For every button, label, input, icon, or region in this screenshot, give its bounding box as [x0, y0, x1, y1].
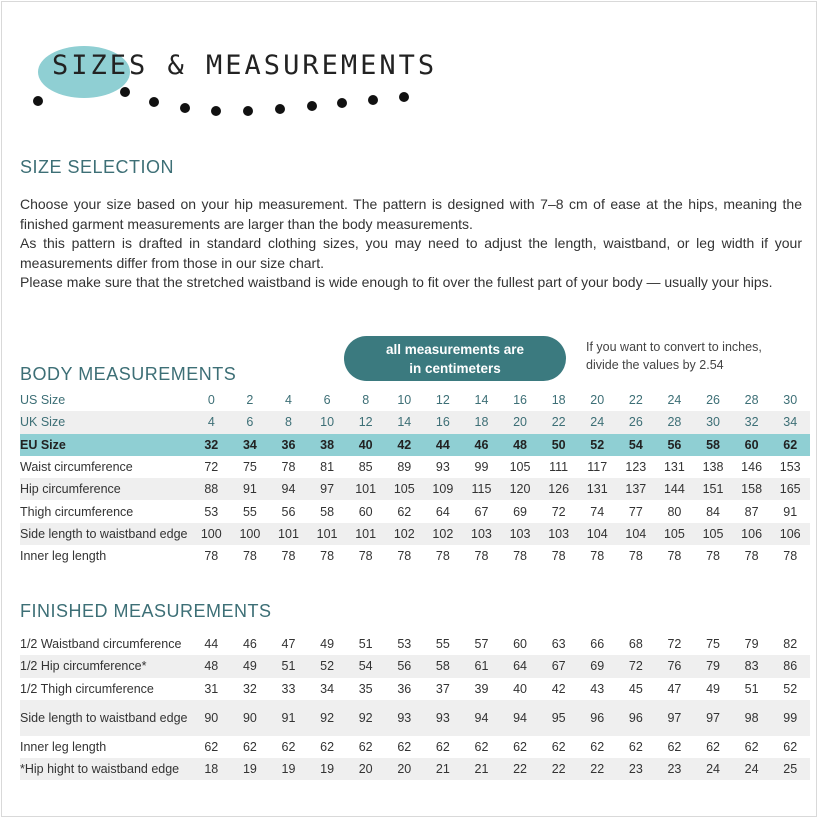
- row-label: *Hip hight to waistband edge: [20, 758, 192, 780]
- table-cell: 40: [346, 434, 385, 456]
- table-cell: 24: [694, 758, 733, 780]
- table-cell: 144: [655, 478, 694, 500]
- table-cell: 51: [744, 681, 759, 696]
- title-area: [30, 40, 460, 120]
- table-cell: 99: [771, 700, 810, 736]
- table-cell: 54: [617, 434, 656, 456]
- table-cell: 131: [578, 478, 617, 500]
- table-cell: 48: [192, 655, 231, 677]
- table-cell: 34: [231, 434, 270, 456]
- table-cell: 94: [501, 700, 540, 736]
- table-cell: 35: [358, 681, 373, 696]
- table-cell: 78: [744, 549, 759, 564]
- table-cell: 60: [732, 434, 771, 456]
- table-cell: 46: [462, 434, 501, 456]
- units-note-pill: [344, 336, 566, 381]
- table-cell: 78: [474, 549, 489, 564]
- intro-paragraph: Please make sure that the stretched waistband is wide enough to fit over the fullest part of your body — usually your hips.: [20, 274, 773, 290]
- table-cell: 58: [424, 655, 463, 677]
- table-cell: 92: [346, 700, 385, 736]
- table-cell: 20: [385, 758, 424, 780]
- table-cell: 62: [242, 740, 257, 755]
- table-cell: 2: [246, 393, 254, 408]
- table-cell: 44: [204, 637, 219, 652]
- table-cell: 62: [474, 740, 489, 755]
- table-cell: 96: [578, 700, 617, 736]
- table-cell: 99: [474, 460, 489, 475]
- table-cell: 62: [667, 740, 682, 755]
- table-cell: 95: [539, 700, 578, 736]
- table-cell: 52: [578, 434, 617, 456]
- table-cell: 78: [281, 460, 296, 475]
- body-measurements-heading: BODY MEASUREMENTS: [20, 364, 237, 384]
- table-cell: 19: [231, 758, 270, 780]
- table-cell: 102: [424, 523, 463, 545]
- table-cell: 62: [513, 740, 527, 755]
- table-cell: 100: [192, 523, 231, 545]
- table-cell: 12: [435, 393, 450, 408]
- table-cell: 103: [462, 523, 501, 545]
- table-cell: 24: [667, 393, 682, 408]
- table-cell: 23: [617, 758, 656, 780]
- table-cell: 22: [578, 758, 617, 780]
- table-cell: 96: [617, 700, 656, 736]
- table-cell: 115: [462, 478, 501, 500]
- table-cell: 20: [590, 393, 605, 408]
- table-cell: 89: [397, 460, 412, 475]
- finished-measurements-table: [20, 633, 810, 780]
- table-row: [20, 678, 810, 700]
- table-cell: 78: [706, 549, 720, 564]
- table-cell: 126: [539, 478, 578, 500]
- table-cell: 62: [204, 740, 219, 755]
- table-cell: 98: [732, 700, 771, 736]
- table-cell: 62: [281, 740, 296, 755]
- table-cell: 62: [628, 740, 643, 755]
- table-cell: 75: [242, 460, 257, 475]
- table-cell: 91: [269, 700, 308, 736]
- table-cell: 153: [779, 460, 801, 475]
- table-cell: 25: [771, 758, 810, 780]
- table-cell: 6: [231, 411, 270, 433]
- units-note-line: all measurements are: [385, 341, 525, 357]
- table-cell: 91: [783, 504, 798, 519]
- table-row: [20, 523, 810, 545]
- row-label: 1/2 Thigh circumference: [20, 681, 154, 696]
- table-cell: 18: [462, 411, 501, 433]
- size-selection-text: [20, 195, 802, 293]
- table-cell: 42: [385, 434, 424, 456]
- table-cell: 105: [655, 523, 694, 545]
- table-cell: 117: [587, 460, 608, 475]
- table-cell: 93: [424, 700, 463, 736]
- table-cell: 101: [346, 523, 385, 545]
- table-cell: 62: [771, 434, 810, 456]
- table-cell: 84: [706, 504, 720, 519]
- table-cell: 62: [397, 504, 412, 519]
- intro-paragraph: As this pattern is drafted in standard clothing sizes, you may need to adjust the length, waistband, or leg width if your measurements differ from those in our size chart.: [20, 235, 802, 271]
- table-cell: 90: [231, 700, 270, 736]
- row-label: Inner leg length: [20, 740, 107, 755]
- table-row: [20, 411, 810, 433]
- table-cell: 57: [474, 637, 489, 652]
- page-title: SIZES & MEASUREMENTS: [52, 50, 438, 81]
- table-cell: 97: [655, 700, 694, 736]
- table-cell: 64: [501, 655, 540, 677]
- table-cell: 12: [346, 411, 385, 433]
- row-label: EU Size: [20, 434, 192, 456]
- table-cell: 40: [513, 681, 527, 696]
- table-cell: 53: [397, 637, 412, 652]
- table-cell: 52: [308, 655, 347, 677]
- table-cell: 88: [192, 478, 231, 500]
- size-selection-heading: SIZE SELECTION: [20, 157, 175, 177]
- row-label: Side length to waistband edge: [20, 700, 192, 736]
- table-cell: 53: [204, 504, 219, 519]
- table-cell: 78: [513, 549, 527, 564]
- table-cell: 75: [706, 637, 720, 652]
- table-cell: 101: [308, 523, 347, 545]
- table-cell: 83: [732, 655, 771, 677]
- table-cell: 52: [783, 681, 798, 696]
- row-label: Side length to waistband edge: [20, 523, 192, 545]
- table-cell: 79: [694, 655, 733, 677]
- table-cell: 32: [242, 681, 257, 696]
- table-cell: 19: [308, 758, 347, 780]
- table-cell: 146: [741, 460, 763, 475]
- table-cell: 60: [358, 504, 373, 519]
- table-cell: 165: [771, 478, 810, 500]
- table-cell: 32: [732, 411, 771, 433]
- table-cell: 62: [435, 740, 450, 755]
- table-cell: 78: [397, 549, 412, 564]
- table-cell: 56: [655, 434, 694, 456]
- table-cell: 47: [667, 681, 682, 696]
- table-cell: 61: [462, 655, 501, 677]
- body-measurements-table: [20, 389, 810, 567]
- table-cell: 44: [424, 434, 463, 456]
- table-cell: 51: [358, 637, 373, 652]
- table-cell: 90: [192, 700, 231, 736]
- table-cell: 106: [771, 523, 810, 545]
- table-cell: 93: [435, 460, 450, 475]
- table-cell: 16: [424, 411, 463, 433]
- table-cell: 94: [269, 478, 308, 500]
- row-label: UK Size: [20, 411, 192, 433]
- table-cell: 20: [501, 411, 540, 433]
- table-cell: 22: [539, 758, 578, 780]
- table-cell: 42: [551, 681, 566, 696]
- table-cell: 51: [269, 655, 308, 677]
- table-cell: 19: [269, 758, 308, 780]
- table-row: [20, 633, 810, 655]
- table-cell: 111: [549, 460, 569, 475]
- row-label: Waist circumference: [20, 460, 133, 475]
- table-cell: 87: [744, 504, 759, 519]
- table-cell: 28: [744, 393, 759, 408]
- table-cell: 104: [617, 523, 656, 545]
- table-cell: 78: [204, 549, 219, 564]
- table-cell: 109: [424, 478, 463, 500]
- table-cell: 45: [628, 681, 643, 696]
- table-cell: 33: [281, 681, 296, 696]
- table-cell: 137: [617, 478, 656, 500]
- table-cell: 81: [320, 460, 335, 475]
- table-cell: 91: [231, 478, 270, 500]
- table-cell: 16: [513, 393, 527, 408]
- table-cell: 94: [462, 700, 501, 736]
- table-row: [20, 545, 810, 567]
- table-cell: 78: [435, 549, 450, 564]
- table-cell: 72: [551, 504, 566, 519]
- table-cell: 78: [783, 549, 798, 564]
- row-label: Hip circumference: [20, 478, 192, 500]
- table-cell: 82: [783, 637, 798, 652]
- intro-paragraph: Choose your size based on your hip measurement. The pattern is designed with 7–8 cm of ease at the hips, meaning the finished garment measurements are larger than the body measurements.: [20, 196, 802, 232]
- table-cell: 62: [744, 740, 759, 755]
- table-cell: 151: [694, 478, 733, 500]
- table-cell: 21: [462, 758, 501, 780]
- table-row: [20, 434, 810, 456]
- table-cell: 49: [706, 681, 720, 696]
- table-cell: 55: [435, 637, 450, 652]
- table-cell: 22: [628, 393, 643, 408]
- table-cell: 20: [346, 758, 385, 780]
- table-cell: 24: [578, 411, 617, 433]
- table-cell: 10: [308, 411, 347, 433]
- table-cell: 10: [397, 393, 412, 408]
- table-cell: 18: [192, 758, 231, 780]
- table-cell: 62: [706, 740, 720, 755]
- table-cell: 103: [539, 523, 578, 545]
- table-cell: 72: [204, 460, 219, 475]
- table-cell: 78: [551, 549, 566, 564]
- table-row: [20, 456, 810, 478]
- table-cell: 18: [551, 393, 566, 408]
- table-cell: 104: [578, 523, 617, 545]
- row-label: 1/2 Hip circumference*: [20, 655, 192, 677]
- table-cell: 64: [435, 504, 450, 519]
- row-label: Thigh circumference: [20, 504, 134, 519]
- table-cell: 103: [501, 523, 540, 545]
- conversion-note: [586, 338, 796, 374]
- table-cell: 67: [539, 655, 578, 677]
- table-cell: 66: [590, 637, 605, 652]
- table-cell: 120: [501, 478, 540, 500]
- table-cell: 78: [281, 549, 296, 564]
- table-cell: 39: [474, 681, 489, 696]
- table-cell: 100: [231, 523, 270, 545]
- table-cell: 105: [509, 460, 531, 475]
- table-cell: 62: [783, 740, 798, 755]
- table-cell: 30: [783, 393, 798, 408]
- table-cell: 34: [771, 411, 810, 433]
- table-cell: 47: [281, 637, 296, 652]
- table-cell: 56: [385, 655, 424, 677]
- table-cell: 78: [320, 549, 335, 564]
- table-cell: 105: [385, 478, 424, 500]
- table-cell: 158: [732, 478, 771, 500]
- table-cell: 62: [551, 740, 566, 755]
- table-cell: 105: [694, 523, 733, 545]
- table-cell: 32: [192, 434, 231, 456]
- table-cell: 72: [667, 637, 682, 652]
- table-cell: 78: [242, 549, 257, 564]
- table-cell: 56: [281, 504, 296, 519]
- table-cell: 36: [269, 434, 308, 456]
- table-cell: 78: [590, 549, 605, 564]
- table-cell: 101: [269, 523, 308, 545]
- table-cell: 62: [358, 740, 373, 755]
- table-cell: 49: [231, 655, 270, 677]
- table-cell: 38: [308, 434, 347, 456]
- table-row: [20, 736, 810, 758]
- table-cell: 0: [207, 393, 215, 408]
- table-cell: 62: [397, 740, 412, 755]
- table-cell: 123: [625, 460, 647, 475]
- table-cell: 8: [362, 393, 370, 408]
- units-note-line: in centimeters: [409, 360, 501, 376]
- table-cell: 4: [285, 393, 292, 408]
- table-cell: 79: [744, 637, 759, 652]
- table-cell: 78: [358, 549, 373, 564]
- table-cell: 49: [320, 637, 335, 652]
- table-cell: 26: [706, 393, 720, 408]
- table-cell: 4: [192, 411, 231, 433]
- table-cell: 36: [397, 681, 412, 696]
- table-cell: 97: [308, 478, 347, 500]
- table-cell: 24: [732, 758, 771, 780]
- table-row: [20, 478, 810, 500]
- table-cell: 138: [702, 460, 724, 475]
- table-cell: 55: [242, 504, 257, 519]
- table-cell: 50: [539, 434, 578, 456]
- table-cell: 48: [501, 434, 540, 456]
- table-cell: 102: [385, 523, 424, 545]
- table-cell: 67: [474, 504, 489, 519]
- table-cell: 54: [346, 655, 385, 677]
- table-cell: 37: [435, 681, 450, 696]
- table-cell: 58: [320, 504, 335, 519]
- conversion-note-line: If you want to convert to inches,: [586, 340, 762, 354]
- finished-measurements-heading: FINISHED MEASUREMENTS: [20, 601, 272, 621]
- table-cell: 86: [771, 655, 810, 677]
- table-cell: 14: [474, 393, 489, 408]
- table-cell: 30: [694, 411, 733, 433]
- table-cell: 106: [732, 523, 771, 545]
- table-cell: 31: [204, 681, 219, 696]
- table-cell: 22: [501, 758, 540, 780]
- table-cell: 77: [628, 504, 643, 519]
- table-cell: 6: [323, 393, 331, 408]
- table-row: [20, 389, 810, 411]
- table-cell: 101: [346, 478, 385, 500]
- table-cell: 63: [551, 637, 566, 652]
- table-cell: 80: [667, 504, 682, 519]
- table-cell: 76: [655, 655, 694, 677]
- table-cell: 85: [358, 460, 373, 475]
- conversion-note-line: divide the values by 2.54: [586, 358, 724, 372]
- row-label: 1/2 Waistband circumference: [20, 637, 182, 652]
- table-cell: 74: [590, 504, 605, 519]
- table-cell: 22: [539, 411, 578, 433]
- table-cell: 68: [628, 637, 643, 652]
- table-row: [20, 758, 810, 780]
- table-cell: 34: [320, 681, 335, 696]
- row-label: US Size: [20, 393, 66, 408]
- table-cell: 97: [694, 700, 733, 736]
- table-row: [20, 700, 810, 736]
- row-label: Inner leg length: [20, 549, 107, 564]
- table-cell: 28: [655, 411, 694, 433]
- table-cell: 78: [628, 549, 643, 564]
- table-cell: 58: [694, 434, 733, 456]
- table-cell: 92: [308, 700, 347, 736]
- table-cell: 43: [590, 681, 605, 696]
- table-row: [20, 500, 810, 522]
- table-cell: 14: [385, 411, 424, 433]
- table-cell: 78: [667, 549, 682, 564]
- table-cell: 46: [242, 637, 257, 652]
- table-row: [20, 655, 810, 677]
- table-cell: 69: [578, 655, 617, 677]
- table-cell: 21: [424, 758, 463, 780]
- table-cell: 26: [617, 411, 656, 433]
- table-cell: 93: [385, 700, 424, 736]
- table-cell: 72: [617, 655, 656, 677]
- table-cell: 62: [590, 740, 605, 755]
- table-cell: 131: [663, 460, 685, 475]
- table-cell: 60: [513, 637, 527, 652]
- table-cell: 62: [320, 740, 335, 755]
- table-cell: 23: [655, 758, 694, 780]
- table-cell: 69: [513, 504, 527, 519]
- table-cell: 8: [269, 411, 308, 433]
